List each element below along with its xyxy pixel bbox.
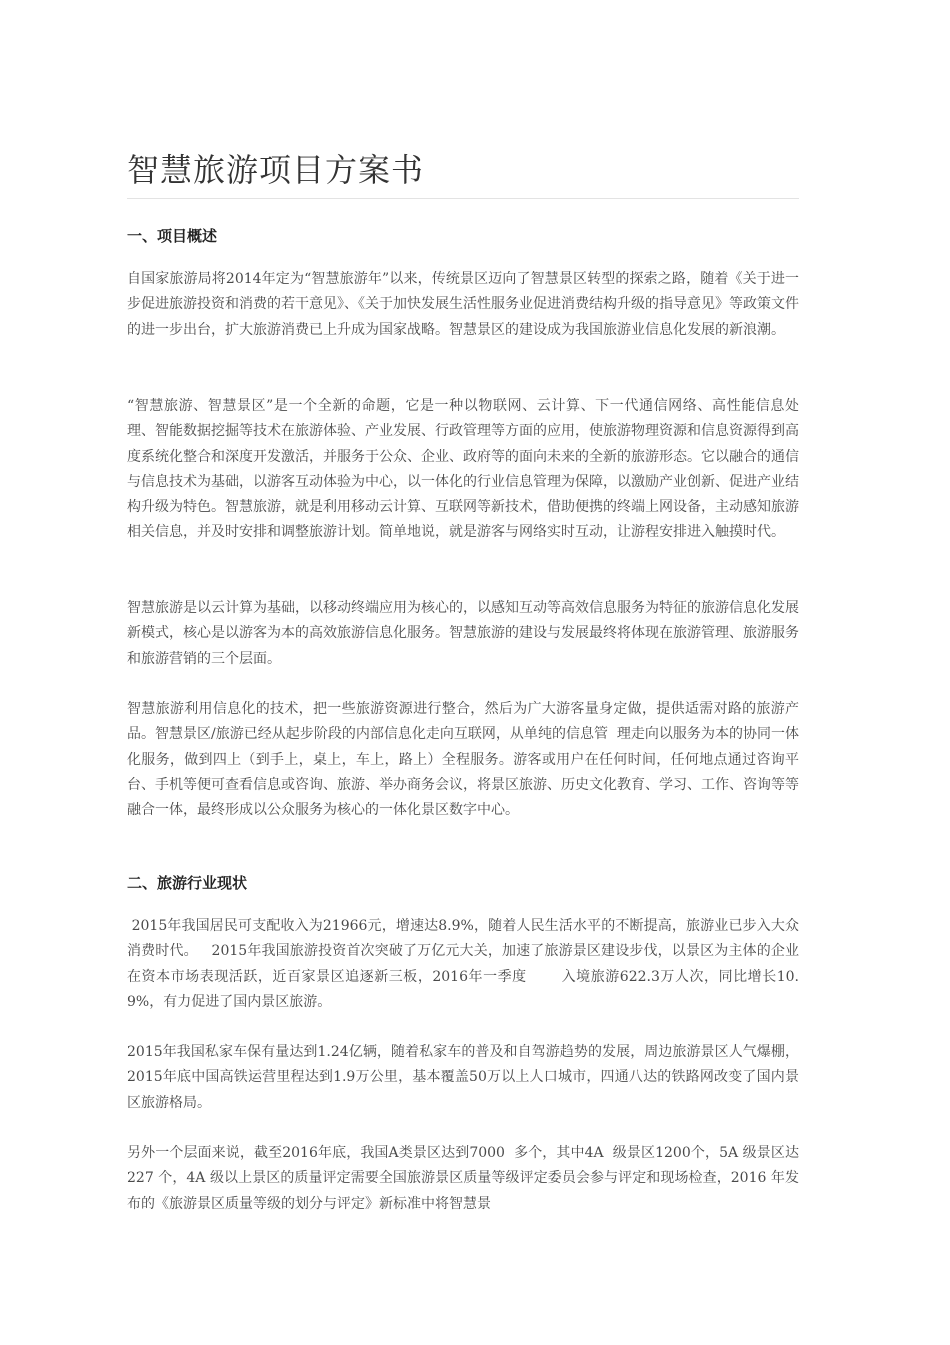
title-divider xyxy=(127,198,799,199)
overview-paragraph-3: 智慧旅游是以云计算为基础，以移动终端应用为核心的，以感知互动等高效信息服务为特征的旅游信息化发展新模式，核心是以游客为本的高效旅游信息化服务。智慧旅游的建设与发展最终将体现在旅游管理、旅游服务和旅游营销的三个层面。 xyxy=(127,600,799,667)
industry-paragraph-1: 2015年我国居民可支配收入为21966元，增速达8.9%，随着人民生活水平的不断提高，旅游业已步入大众消费时代。 2015年我国旅游投资首次突破了万亿元大关，加速了旅游景区建设步伐，以景区为主体的企业在资本市场表现活跃，近百家景区追逐新三板，2016年一季度 入境旅游622.3万人次，同比增长10.9%，有力促进了国内景区旅游。 xyxy=(127,918,799,1010)
page-title: 智慧旅游项目方案书 xyxy=(127,151,425,189)
section-heading-overview: 一、项目概述 xyxy=(127,227,218,245)
section-heading-industry-status: 二、旅游行业现状 xyxy=(127,874,248,892)
overview-paragraph-4: 智慧旅游利用信息化的技术，把一些旅游资源进行整合，然后为广大游客量身定做，提供适需对路的旅游产品。智慧景区/旅游已经从起步阶段的内部信息化走向互联网，从单纯的信息管 理走向以服务为本的协同一体化服务，做到四上（到手上，桌上，车上，路上）全程服务。游客或用户在任何时间，任何地点通过咨询平台、手机等便可查看信息或咨询、旅游、举办商务会议，将景区旅游、历史文化教育、学习、工作、咨询等等融合一体，最终形成以公众服务为核心的一体化景区数字中心。 xyxy=(127,701,799,819)
overview-paragraph-1: 自国家旅游局将2014年定为“智慧旅游年”以来，传统景区迈向了智慧景区转型的探索之路，随着《关于进一步促进旅游投资和消费的若干意见》、《关于加快发展生活性服务业促进消费结构升级的指导意见》等政策文件的进一步出台，扩大旅游消费已上升成为国家战略。智慧景区的建设成为我国旅游业信息化发展的新浪潮。 xyxy=(127,271,799,338)
overview-paragraph-2: “智慧旅游、智慧景区”是一个全新的命题，它是一种以物联网、云计算、下一代通信网络、高性能信息处理、智能数据挖掘等技术在旅游体验、产业发展、行政管理等方面的应用，使旅游物理资源和信息资源得到高度系统化整合和深度开发激活，并服务于公众、企业、政府等的面向未来的全新的旅游形态。它以融合的通信与信息技术为基础，以游客互动体验为中心，以一体化的行业信息管理为保障，以激励产业创新、促进产业结构升级为特色。智慧旅游，就是利用移动云计算、互联网等新技术，借助便携的终端上网设备，主动感知旅游相关信息，并及时安排和调整旅游计划。简单地说，就是游客与网络实时互动，让游程安排进入触摸时代。 xyxy=(127,398,799,541)
industry-paragraph-3: 另外一个层面来说，截至2016年底，我国A类景区达到7000 多个，其中4A 级景区1200个，5A 级景区达227 个，4A 级以上景区的质量评定需要全国旅游景区质量等级评定委员会参与评定和现场检查，2016 年发布的《旅游景区质量等级的划分与评定》新标准中将智慧景 xyxy=(127,1145,799,1212)
industry-paragraph-2: 2015年我国私家车保有量达到1.24亿辆，随着私家车的普及和自驾游趋势的发展，周边旅游景区人气爆棚，2015年底中国高铁运营里程达到1.9万公里，基本覆盖50万以上人口城市，四通八达的铁路网改变了国内景区旅游格局。 xyxy=(127,1044,799,1111)
